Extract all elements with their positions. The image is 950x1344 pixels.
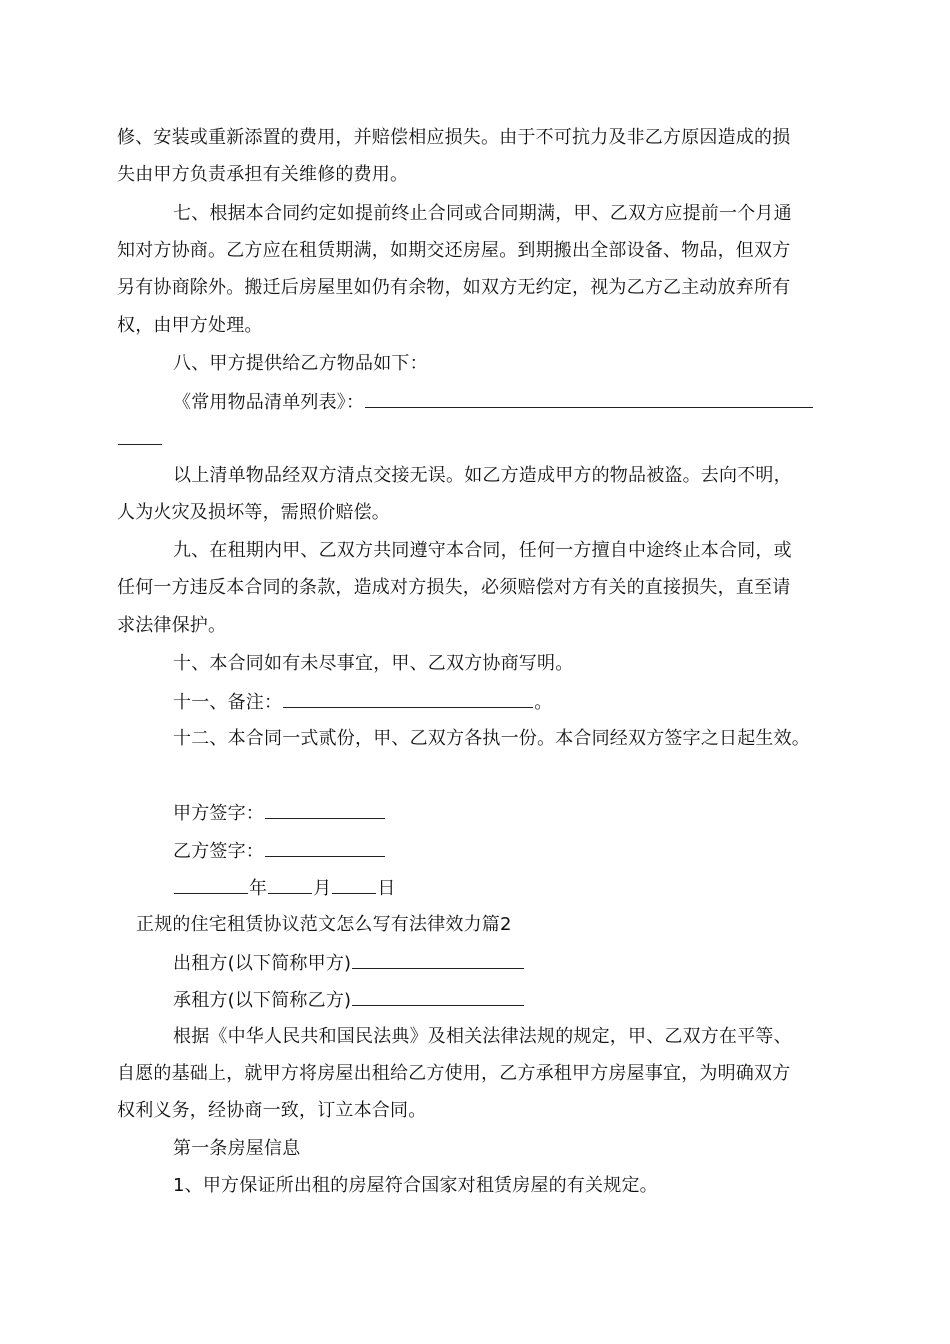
date-month-label: 月 xyxy=(313,878,332,899)
signature-party-a-label: 甲方签字： xyxy=(173,803,264,824)
paragraph-7-line-1: 七、根据本合同约定如提前终止合同或合同期满，甲、乙双方应提前一个月通 xyxy=(173,203,792,224)
article-1-item-1: 1、甲方保证所出租的房屋符合国家对租赁房屋的有关规定。 xyxy=(173,1175,658,1196)
item-list-continuation xyxy=(117,426,163,452)
paragraph-11 xyxy=(173,689,552,715)
intro-line-2: 自愿的基础上，就甲方将房屋出租给乙方使用，乙方承租甲方房屋事宜，为明确双方 xyxy=(117,1063,791,1084)
remarks-end: 。 xyxy=(534,692,553,713)
lessor-blank xyxy=(352,950,524,969)
paragraph-7-line-3: 另有协商除外。搬迁后房屋里如仍有余物，如双方无约定，视为乙方乙主动放弃所有 xyxy=(117,277,791,298)
item-list-label: 《常用物品清单列表》： xyxy=(173,392,365,413)
section-title: 正规的住宅租赁协议范文怎么写有法律效力篇2 xyxy=(136,914,512,935)
remarks-label: 十一、备注： xyxy=(173,692,283,713)
remarks-blank xyxy=(283,689,533,708)
signature-party-b-blank xyxy=(265,838,385,857)
item-list-blank-continued xyxy=(118,426,162,445)
paragraph-9-line-2: 任何一方违反本合同的条款，造成对方损失，必须赔偿对方有关的直接损失，直至请 xyxy=(117,577,791,598)
item-list-blank xyxy=(365,389,813,408)
date-month-blank xyxy=(268,875,312,894)
paragraph-8b-line-1: 以上清单物品经双方清点交接无误。如乙方造成甲方的物品被盗。去向不明， xyxy=(173,465,792,486)
lessee-label: 承租方(以下简称乙方) xyxy=(173,990,352,1011)
signature-party-b-label: 乙方签字： xyxy=(173,841,264,862)
paragraph-9-line-3: 求法律保护。 xyxy=(117,615,227,636)
intro-line-3: 权利义务，经协商一致，订立本合同。 xyxy=(117,1100,427,1121)
paragraph-8b-line-2: 人为火灾及损坏等，需照价赔偿。 xyxy=(117,502,390,523)
intro-line-1: 根据《中华人民共和国民法典》及相关法律法规的规定，甲、乙双方在平等、 xyxy=(173,1026,792,1047)
signature-date xyxy=(173,875,396,901)
lessee-line xyxy=(173,987,525,1013)
paragraph-9-line-1: 九、在租期内甲、乙双方共同遵守本合同，任何一方擅自中途终止本合同，或 xyxy=(173,540,792,561)
paragraph-6-line-1: 修、安装或重新添置的费用，并赔偿相应损失。由于不可抗力及非乙方原因造成的损 xyxy=(117,127,791,148)
signature-party-b xyxy=(173,838,386,864)
item-list-line xyxy=(173,389,814,415)
lessee-blank xyxy=(352,987,524,1006)
paragraph-7-line-2: 知对方协商。乙方应在租赁期满，如期交还房屋。到期搬出全部设备、物品，但双方 xyxy=(117,240,791,261)
lessor-line xyxy=(173,950,525,976)
signature-party-a-blank xyxy=(265,800,385,819)
paragraph-12: 十二、本合同一式贰份，甲、乙双方各执一份。本合同经双方签字之日起生效。 xyxy=(173,728,810,749)
paragraph-6-line-2: 失由甲方负责承担有关维修的费用。 xyxy=(117,164,409,185)
article-1-title: 第一条房屋信息 xyxy=(173,1138,301,1159)
paragraph-8: 八、甲方提供给乙方物品如下： xyxy=(173,353,428,374)
date-day-blank xyxy=(332,875,376,894)
date-year-blank xyxy=(174,875,248,894)
paragraph-10: 十、本合同如有未尽事宜，甲、乙双方协商写明。 xyxy=(173,653,574,674)
signature-party-a xyxy=(173,800,386,826)
date-year-label: 年 xyxy=(249,878,268,899)
date-day-label: 日 xyxy=(377,878,396,899)
paragraph-7-line-4: 权，由甲方处理。 xyxy=(117,315,263,336)
lessor-label: 出租方(以下简称甲方) xyxy=(173,953,352,974)
